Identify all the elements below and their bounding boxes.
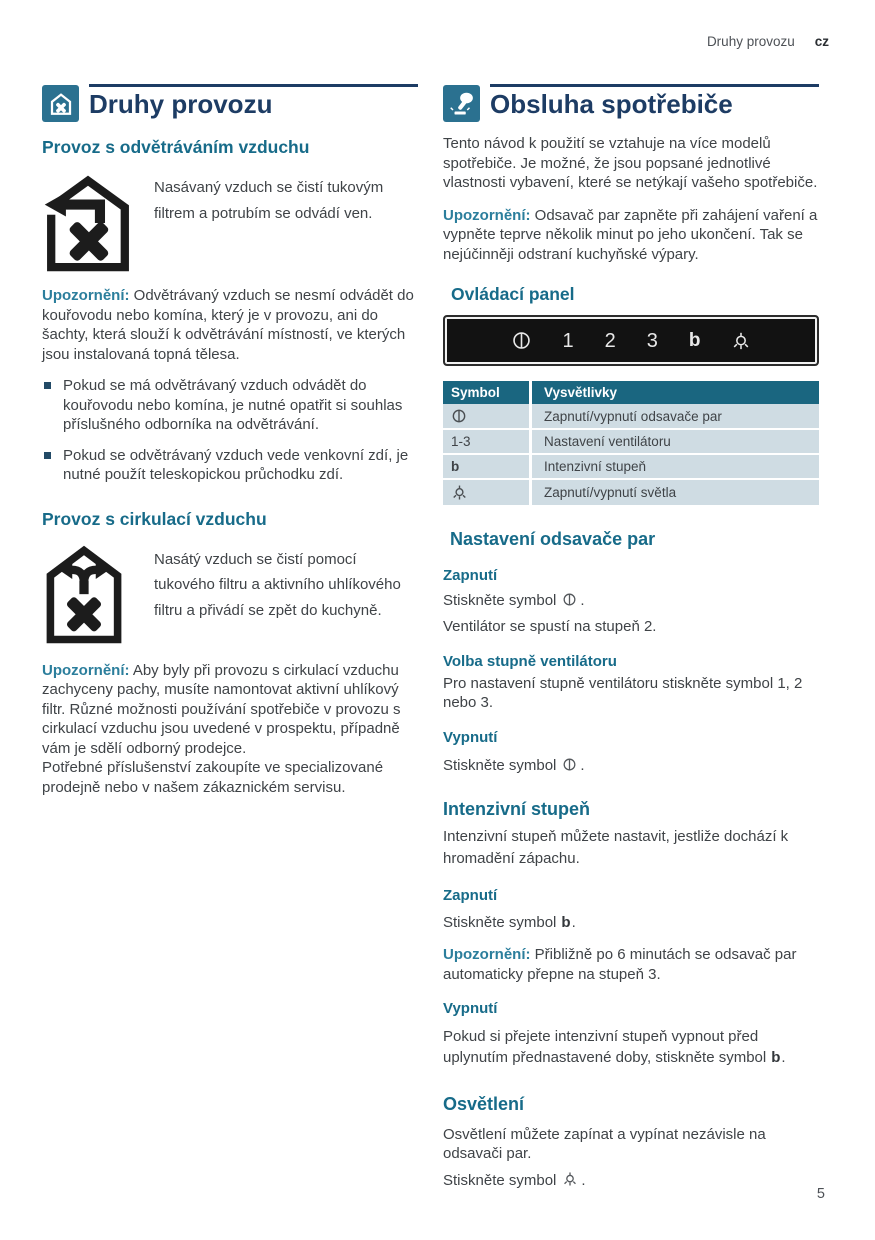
table-cell-desc: Intenzivní stupeň	[532, 455, 819, 480]
panel-level-1: 1	[562, 329, 574, 352]
press-power-off	[443, 756, 819, 776]
chapter-heading-left	[42, 84, 418, 122]
running-header	[707, 34, 829, 49]
note-text-2: Potřebné příslušenství zakoupíte ve specializované prodejně nebo v našem zákaznickém servisu.	[42, 759, 384, 796]
hand-press-icon	[443, 85, 480, 122]
light-icon	[562, 1171, 578, 1187]
subheading-on: Zapnutí	[443, 886, 498, 904]
on-result: Ventilátor se spustí na stupeň 2.	[443, 618, 657, 636]
recirculation-note	[42, 661, 418, 798]
column-header-symbol: Symbol	[443, 381, 532, 404]
section-heading-hood-settings: Nastavení odsavače par	[450, 529, 656, 549]
intensive-b-symbol: b	[771, 1049, 781, 1067]
section-heading-exhaust: Provoz s odvětráváním vzduchu	[42, 137, 310, 157]
exhaust-media-row	[42, 173, 418, 273]
note-text: Odsavač par zapněte při zahájení vaření a vypněte teprve několik minut po jeho ukončení. Tak se nejúčinněji odstraní kuchyňské výpary.	[443, 206, 818, 263]
panel-power-icon	[511, 330, 532, 351]
intensive-note	[443, 945, 819, 984]
note-text: Přibližně po 6 minutách se odsavač par automaticky přepne na stupeň 3.	[443, 946, 797, 983]
exhaust-description: Nasávaný vzduch se čistí tukovým filtrem a potrubím se odvádí ven.	[154, 179, 384, 222]
light-icon	[443, 480, 532, 507]
chapter-heading-right	[443, 84, 819, 122]
table-row	[443, 480, 819, 507]
press-suffix: .	[580, 756, 585, 774]
subheading-on: Zapnutí	[443, 566, 498, 584]
section-heading-intensive: Intenzivní stupeň	[443, 799, 591, 820]
press-suffix: .	[571, 913, 576, 931]
symbol-table	[443, 381, 819, 507]
table-row	[443, 430, 819, 455]
list-item	[42, 446, 418, 485]
note-label: Upozornění:	[42, 661, 130, 679]
fan-level-text: Pro nastavení stupně ventilátoru stiskněte symbol 1, 2 nebo 3.	[443, 674, 803, 712]
running-title: Druhy provozu	[706, 34, 795, 49]
exhaust-bullets	[42, 376, 418, 485]
subheading-off: Vypnutí	[443, 1000, 498, 1018]
intensive-off-text	[443, 1026, 819, 1068]
chapter-title-left: Druhy provozu	[89, 84, 418, 120]
operation-note	[443, 206, 819, 265]
press-text: Stiskněte symbol	[443, 591, 557, 609]
control-panel-image	[443, 315, 819, 366]
panel-level-2: 2	[604, 329, 616, 352]
table-row	[443, 455, 819, 480]
bullet-text: Pokud se má odvětrávaný vzduch odvádět do kouřovodu nebo komína, je nutné opatřit si souhlas příslušného odborníka na odvětrávání.	[63, 377, 403, 433]
press-suffix: .	[581, 1171, 586, 1189]
table-cell-desc: Zapnutí/vypnutí odsavače par	[532, 404, 819, 430]
page-number: 5	[816, 1186, 825, 1202]
column-header-desc: Vysvětlivky	[532, 381, 819, 404]
left-column	[42, 84, 418, 797]
list-item	[42, 376, 418, 435]
subheading-fan-level: Volba stupně ventilátoru	[443, 652, 617, 670]
power-icon	[562, 757, 577, 772]
right-column	[443, 84, 819, 1190]
bullet-square-icon	[44, 452, 51, 459]
section-heading-recirculation: Provoz s cirkulací vzduchu	[42, 508, 267, 529]
note-label: Upozornění:	[42, 287, 130, 304]
recirculation-media-row	[42, 545, 418, 645]
press-power-on	[443, 591, 819, 611]
press-text: Stiskněte symbol	[443, 756, 557, 774]
table-row	[443, 404, 819, 430]
exhaust-note	[42, 286, 418, 364]
intensive-text: Intenzivní stupeň můžete nastavit, jestliže dochází k hromadění zápachu.	[443, 827, 789, 868]
panel-light-icon	[731, 331, 751, 351]
power-icon	[562, 592, 577, 607]
press-light	[443, 1171, 819, 1191]
note-label: Upozornění:	[443, 206, 531, 224]
off-text: Pokud si přejete intenzivní stupeň vypnout před uplynutím přednastavené doby, stiskněte symbol	[443, 1028, 767, 1067]
panel-level-3: 3	[646, 329, 658, 352]
exhaust-air-house-icon	[42, 173, 138, 273]
table-cell-symbol: b	[443, 455, 532, 480]
recirculation-description: Nasátý vzduch se čistí pomocí tukového filtru a aktivního uhlíkového filtru a přivádí se zpět do kuchyně.	[154, 550, 401, 619]
note-label: Upozornění:	[443, 946, 531, 964]
table-cell-desc: Zapnutí/vypnutí světla	[532, 480, 819, 507]
press-suffix: .	[580, 591, 585, 609]
press-b-on	[443, 913, 819, 933]
house-fan-icon	[42, 85, 79, 122]
press-suffix: .	[781, 1049, 786, 1067]
section-heading-lighting: Osvětlení	[443, 1094, 525, 1115]
intro-paragraph: Tento návod k použití se vztahuje na více modelů spotřebiče. Je možné, že jsou popsané jednotlivé vlastnosti vybavení, které se netýkají vašeho spotřebiče.	[443, 135, 818, 191]
bullet-text: Pokud se odvětrávaný vzduch vede venkovní zdí, je nutné použít teleskopickou průchodku zdí.	[63, 446, 409, 483]
table-header-row	[443, 381, 819, 404]
panel-intensive-b: b	[688, 330, 701, 351]
intensive-b-symbol: b	[561, 913, 571, 931]
table-cell-desc: Nastavení ventilátoru	[532, 430, 819, 455]
press-text: Stiskněte symbol	[443, 913, 557, 931]
table-cell-symbol: 1-3	[443, 430, 532, 455]
section-heading-control-panel: Ovládací panel	[451, 284, 575, 304]
language-code: cz	[814, 34, 829, 49]
subheading-off: Vypnutí	[443, 728, 498, 746]
note-text: Aby byly při provozu s cirkulací vzduchu zachyceny pachy, musíte namontovat aktivní uhlíkový filtr. Různé možnosti používání spotřebiče v provozu s cirkulací vzduchu jsou uvedené v prospektu, případně vám je sdělí odborný prodejce.	[42, 661, 401, 757]
table-body	[443, 404, 819, 507]
lighting-text: Osvětlení můžete zapínat a vypínat nezávisle na odsavači par.	[443, 1125, 766, 1163]
chapter-title-right: Obsluha spotřebiče	[490, 84, 819, 120]
recirculation-air-house-icon	[42, 545, 138, 645]
power-icon	[443, 404, 532, 430]
bullet-square-icon	[44, 382, 51, 389]
press-text: Stiskněte symbol	[443, 1171, 557, 1189]
note-text: Odvětrávaný vzduch se nesmí odvádět do kouřovodu nebo komína, který je v provozu, ani do šachty, která slouží k odvětrávání místností, ve kterých jsou instalovaná topná tělesa.	[42, 287, 414, 363]
